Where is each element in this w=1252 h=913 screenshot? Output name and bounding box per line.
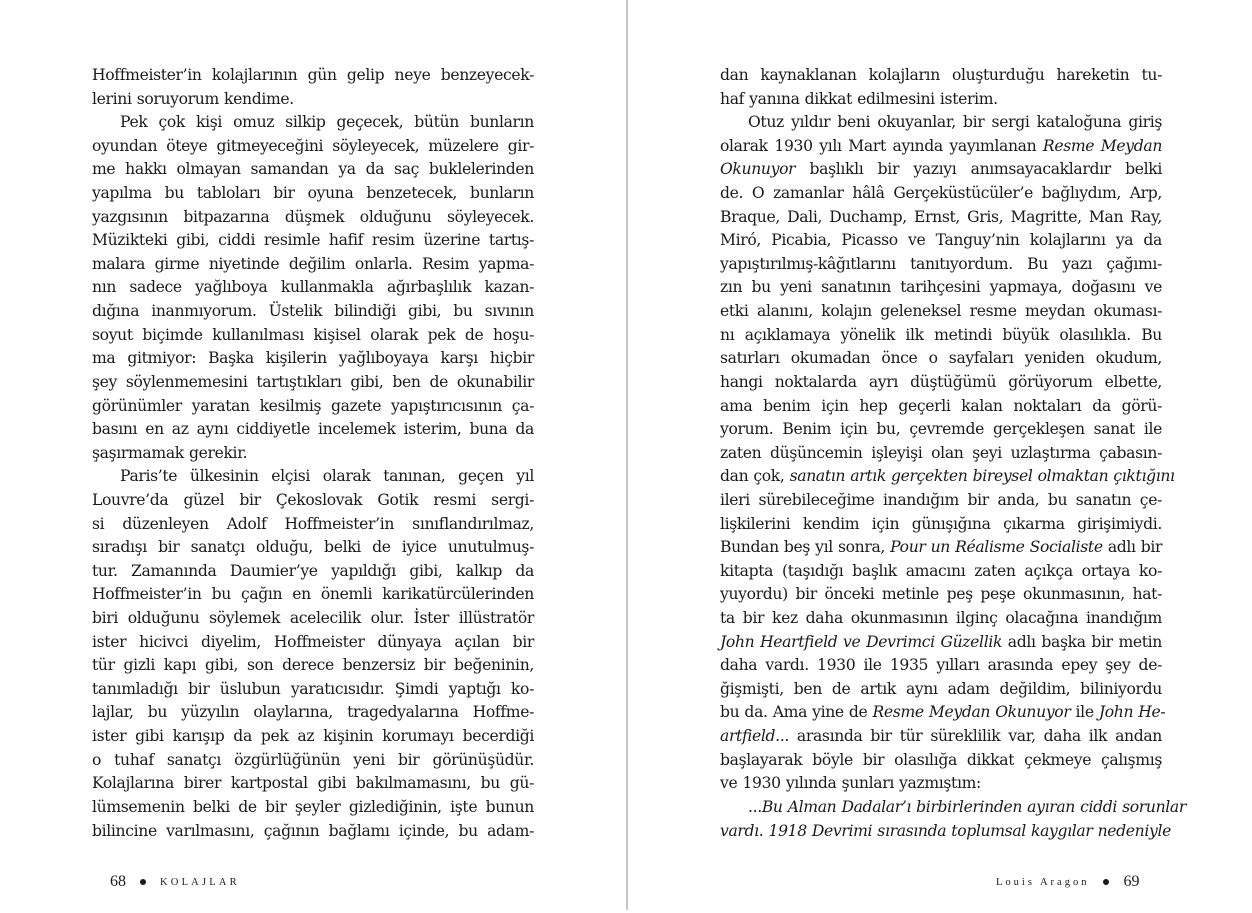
text-run: olarak 1930 yılı Mart ayında yayımlanan xyxy=(720,136,1043,155)
text-run: arasında bir tür süreklilik var, daha ilk andan xyxy=(789,727,1162,746)
text-line: oyundan öteye gitmeyeceğini söyleyecek, müzelere gir- xyxy=(92,136,534,155)
text-line: şaşırmamak gerekir. xyxy=(92,443,248,462)
text-run: dan kaynaklanan kolajların oluşturduğu hareketin tu- xyxy=(720,66,1162,84)
text-line xyxy=(720,300,1162,324)
text-run: dan çok, xyxy=(720,467,790,486)
text-run: etki alanını, kolajın geleneksel resme meydan okuması- xyxy=(720,302,1162,321)
text-line xyxy=(720,158,1162,182)
italic-title-text: vardı. 1918 Devrimi sırasında toplumsal kaygılar nedeniyle xyxy=(720,821,1171,840)
text-line xyxy=(720,749,1162,773)
page-number-right: 69 xyxy=(1123,873,1140,890)
text-run: adlı bir xyxy=(1102,538,1163,557)
text-run: Otuz yıldır beni okuyanlar, bir sergi kataloğuna giriş xyxy=(748,113,1162,132)
italic-title-text: John He- xyxy=(1098,703,1166,722)
right-page-footer xyxy=(996,873,1139,891)
italic-title-text: Pour un Réalisme Socialiste xyxy=(890,538,1103,557)
text-line: Hoffmeister’in kolajlarının gün gelip neye benzeyecek- xyxy=(92,66,534,84)
italic-title-text: Resme Meydan Okunuyor xyxy=(872,703,1071,722)
text-line: tur. Zamanında Daumier’ye yapıldığı gibi, kalkıp da xyxy=(92,561,534,580)
text-run: yapıştırılmış-kâğıtlarını tanıtıyordum. Bu yazı çağımı- xyxy=(720,254,1162,273)
text-line: si düzenleyen Adolf Hoffmeister’in sınıflandırılmaz, xyxy=(92,514,534,533)
text-run: ama benim için hep geçerli kalan noktaları da görü- xyxy=(720,396,1162,415)
text-line: ister hicivci diyelim, Hoffmeister dünyaya açılan bir xyxy=(92,632,534,651)
text-run: daha vardı. 1930 ile 1935 yılları arasında epey şey de- xyxy=(720,656,1162,675)
text-line: lajlar, bu yüzyılın olaylarına, tragedyalarına Hoffme- xyxy=(92,703,534,722)
italic-title-text: ...Bu Alman Dadalar’ı birbirlerinden ayıran ciddi sorunlar xyxy=(748,797,1186,816)
text-run: ileri sürebileceğime inandığım bir anda, bu sanatın çe- xyxy=(720,490,1162,509)
text-line xyxy=(720,631,1162,655)
text-line xyxy=(720,513,1162,537)
text-run: başlıklı bir yazıyı anımsayacaklardır belki xyxy=(795,160,1162,179)
text-run: lişkilerini kendim için günışığına çıkarma girişimiydi. xyxy=(720,514,1162,533)
text-line: Müzikteki gibi, ciddi resimle hafif resim üzerine tartış- xyxy=(92,231,534,250)
text-line: biri olduğunu söylemek acelecilik olur. İster illüstratör xyxy=(92,609,534,628)
text-line xyxy=(720,182,1162,206)
text-line xyxy=(720,371,1162,395)
page-gutter-divider xyxy=(626,0,628,910)
text-line: yapılma bu tabloları bir oyuna benzetecek, bunların xyxy=(92,184,534,203)
text-line: ister gibi karışıp da pek az kişinin korumayı becerdiği xyxy=(92,727,534,746)
text-run: yuyordu) bir önceki metinle peş peşe okunmasının, hat- xyxy=(720,585,1162,604)
text-line xyxy=(720,820,1171,844)
text-run: yorum. Benim için bu, çevremde gerçekleşen sanat ile xyxy=(720,420,1162,439)
text-line: şey söylenmemesini tartıştıkları gibi, ben de okunabilir xyxy=(92,372,534,391)
text-line xyxy=(720,725,1162,749)
left-page-body xyxy=(92,64,534,843)
text-line xyxy=(720,701,1166,725)
italic-title-text: Resme Meydan xyxy=(1042,136,1163,155)
text-line xyxy=(720,276,1162,300)
text-run: kitapta (taşıdığı başlık amacını zaten açıkça ortaya ko- xyxy=(720,561,1162,580)
text-line xyxy=(720,489,1162,513)
text-run: hangi noktalarda ayrı düştüğümü görüyorum elbette, xyxy=(720,372,1162,391)
italic-title-text: Okunuyor xyxy=(720,160,796,179)
text-line: Paris’te ülkesinin elçisi olarak tanınan, geçen yıl xyxy=(120,467,534,486)
text-line xyxy=(720,772,1162,796)
text-run: haf yanına dikkat edilmesini isterim. xyxy=(720,89,998,108)
bullet-separator-icon xyxy=(140,879,146,885)
text-run: nı açıklamaya yönelik ilk metindi büyük olasılıkla. Bu xyxy=(720,325,1162,344)
italic-title-text: John Heartfield ve Devrimci Güzellik xyxy=(720,632,1003,651)
text-line xyxy=(720,560,1162,584)
text-line: yazgısının bitpazarına düşmek olduğunu söyleyecek. xyxy=(92,207,534,226)
text-line xyxy=(720,583,1162,607)
text-run: Miró, Picabia, Picasso ve Tanguy’nin kolajlarını ya da xyxy=(720,231,1162,250)
text-line xyxy=(720,418,1162,442)
italic-title-text: artfield... xyxy=(720,727,789,746)
text-line xyxy=(720,64,1162,88)
text-line: Pek çok kişi omuz silkip geçecek, bütün bunların xyxy=(120,113,534,132)
text-run: ğişmişti, ben de artık aynı adam değildim, biliniyordu xyxy=(720,679,1162,698)
text-line xyxy=(720,536,1162,560)
text-line: lerini soruyorum kendime. xyxy=(92,89,294,108)
text-line xyxy=(720,678,1162,702)
text-line xyxy=(720,442,1162,466)
text-line: Hoffmeister’in bu çağın en önemli karikatürcülerinden xyxy=(92,585,534,604)
text-run: bu da. Ama yine de xyxy=(720,703,873,722)
running-head-chapter: KOLAJLAR xyxy=(160,876,240,888)
text-run: Braque, Dali, Duchamp, Ernst, Gris, Magritte, Man Ray, xyxy=(720,207,1162,226)
text-line: lümsemenin belki de bir şeyler gizlediğinin, işte bunun xyxy=(92,797,534,816)
text-line: o tuhaf sanatçı özgürlüğünün yeni bir görünüşüdür. xyxy=(92,750,534,769)
text-line: bilincine varılmasını, çağının bağlamı içinde, bu adam- xyxy=(92,821,534,840)
text-line xyxy=(720,654,1162,678)
text-run: satırları okumadan önce o sayfaları yeniden okudum, xyxy=(720,349,1162,368)
text-line: tanımladığı bir üslubun yaratıcısıdır. Şimdi yaptığı ko- xyxy=(92,679,534,698)
running-head-author: Louis Aragon xyxy=(996,876,1090,888)
text-run: de. O zamanlar hâlâ Gerçeküstücüler’e bağlıydım, Arp, xyxy=(720,184,1162,203)
text-line: görünümler yaratan kesilmiş gazete yapıştırıcısının ça- xyxy=(92,396,534,415)
text-line: me hakkı olmayan samandan ya da saç buklelerinden xyxy=(92,160,534,179)
text-run: ta bir kez daha okunmasının ilginç olacağına inandığım xyxy=(720,609,1162,628)
text-run: başlayarak böyle bir olasılığa dikkat çekmeye çalışmış xyxy=(720,750,1162,769)
text-run: Bundan beş yıl sonra, xyxy=(720,538,891,557)
text-line xyxy=(720,347,1162,371)
left-page-footer xyxy=(110,873,240,891)
text-line: sıradışı bir sanatçı olduğu, belki de iyice unutulmuş- xyxy=(92,538,534,557)
text-line: Louvre’da güzel bir Çekoslovak Gotik resmi sergi- xyxy=(92,490,534,509)
text-line xyxy=(720,796,1186,820)
page-number-left: 68 xyxy=(110,873,126,890)
text-line xyxy=(720,206,1162,230)
text-line xyxy=(720,607,1162,631)
text-line xyxy=(720,465,1175,489)
text-run: zaten düşüncemin işleyişi olan şeyi uzlaştırma çabasın- xyxy=(720,443,1162,462)
bullet-separator-icon xyxy=(1103,879,1109,885)
text-line: basını en az aynı ciddiyetle incelemek isterim, buna da xyxy=(92,420,534,439)
text-run: ve 1930 yılında şunları yazmıştım: xyxy=(720,774,981,793)
text-line: malara girme niyetinde değilim onlarla. Resim yapma- xyxy=(92,254,534,273)
text-line xyxy=(720,111,1162,135)
text-line: Kolajlarına birer kartpostal gibi bakılmamasını, bu gü- xyxy=(92,774,534,793)
right-page-body xyxy=(720,64,1186,843)
text-line xyxy=(720,324,1162,348)
text-run: adlı başka bir metin xyxy=(1002,632,1163,651)
text-line: tür gizli kapı gibi, son derece benzersiz bir beğeninin, xyxy=(92,656,534,675)
text-line xyxy=(720,88,1162,112)
text-line: soyut biçimde kullanılması kişisel olarak pek de hoşu- xyxy=(92,325,534,344)
text-line: dığına inanmıyorum. Üstelik bilindiği gibi, bu sıvının xyxy=(92,302,534,321)
text-run: zın bu yeni sanatının tarihçesini yapmaya, doğasını ve xyxy=(720,278,1162,297)
text-line xyxy=(720,229,1162,253)
text-line xyxy=(720,135,1162,159)
text-line: ma gitmiyor: Başka kişilerin yağlıboyaya karşı hiçbir xyxy=(92,349,534,368)
text-line xyxy=(720,395,1162,419)
text-line xyxy=(720,253,1162,277)
text-run: ile xyxy=(1070,703,1099,722)
text-line: nın sadece yağlıboya kullanmakla ağırbaşlılık kazan- xyxy=(92,278,534,297)
italic-title-text: sanatın artık gerçekten bireysel olmaktan çıktığını xyxy=(789,467,1175,486)
